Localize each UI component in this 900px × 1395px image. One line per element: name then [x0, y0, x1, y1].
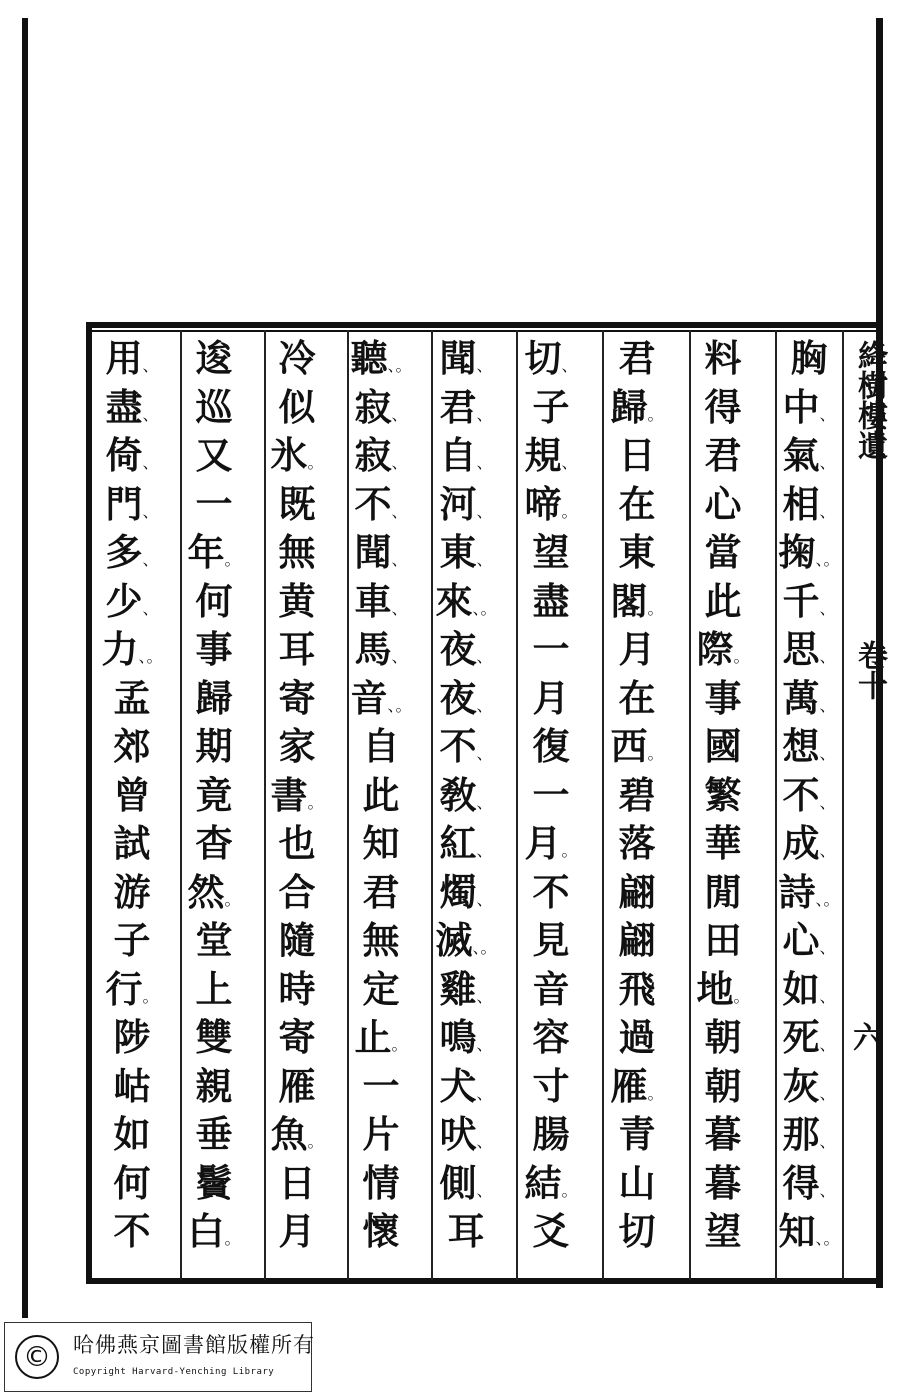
copyright-english: Copyright Harvard-Yenching Library: [73, 1367, 275, 1377]
text-column-4: 切、 子 規、 啼。 望 盡 一 月 復 一 月。 不 見 音 容 寸 腸 結。 爻: [524, 336, 578, 1253]
copyright-icon: ©: [15, 1335, 59, 1379]
text-column-1: 胸 中、 氣、 相、 掬、。 千、 思、 萬、 想、 不、 成、 詩、。 心、 如、 死、 灰、 那、 得、 知、。: [778, 336, 840, 1253]
frame-inner-rule: [92, 330, 876, 332]
text-column-7: 冷 似 氷。 既 無 黄 耳 寄 家 書。 也 合 隨 時 寄 雁 魚。 日 月: [270, 336, 324, 1253]
copyright-chinese: 哈佛燕京圖書館版權所有: [73, 1333, 315, 1357]
text-column-3: 君 歸。 日 在 東 閣。 月 在 西。 碧 落 翩 翩 飛 過 雁。 青 山 切: [610, 336, 664, 1253]
copyright-stamp: [4, 1322, 315, 1392]
text-column-9: 用、 盡、 倚、 門、 多、 少、 力、。 孟 郊 曾 試 游 子 行。 陟 岵 如 何 不: [101, 336, 163, 1253]
text-column-2: 料 得 君 心 當 此 際。 事 國 繁 華 閒 田 地。 朝 朝 暮 暮 望: [696, 336, 750, 1253]
text-column-5: 聞、 君、 自、 河、 東、 來、。 夜、 夜、 不、 敎、 紅、 燭、 滅、。 雞、 鳴、 犬、 吠、 側、 耳: [435, 336, 497, 1253]
page-number-text: 六: [853, 1021, 883, 1056]
left-margin-rule: [22, 18, 28, 1318]
juan-text: 卷十: [852, 640, 887, 700]
text-column-6: 聽、。 寂、 寂、 不、 聞、 車、 馬、 音、。 自 此 知 君 無 定 止。 一 片 情 懷: [350, 336, 412, 1253]
text-column-8: 逡 巡 又 一 年。 何 事 歸 期 竟 杳 然。 堂 上 雙 親 垂 鬢 白。: [187, 336, 241, 1253]
title-text: 絳樹樓遺: [852, 340, 887, 460]
